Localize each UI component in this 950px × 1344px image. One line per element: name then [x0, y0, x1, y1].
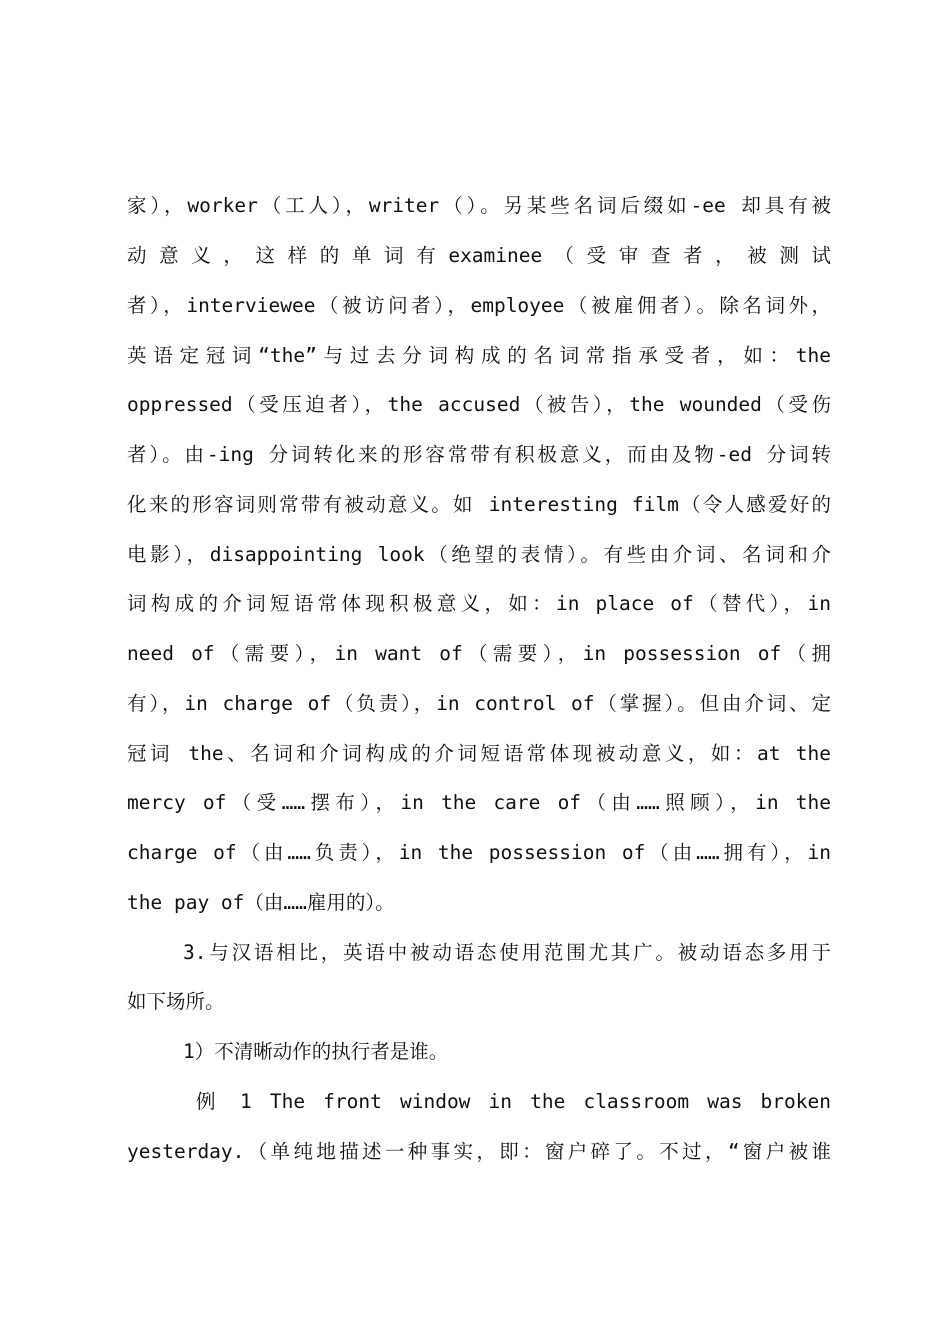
text-line: oppressed（受压迫者），the accused（被告），the wounded（受伤	[127, 393, 831, 416]
text-line: 有），in charge of（负责），in control of（掌握）。但由介词、定	[127, 692, 831, 715]
text-line: 词构成的介词短语常体现积极意义，如：in place of（替代），in	[127, 592, 831, 615]
text-line: need of（需要），in want of（需要），in possession of（拥	[127, 642, 831, 665]
text-line: charge of（由……负责），in the possession of（由……拥有），in	[127, 841, 831, 864]
text-line: mercy of（受……摆布），in the care of（由……照顾），in the	[127, 791, 831, 814]
text-line: 例 1 The front window in the classroom was broken	[196, 1090, 831, 1113]
text-line: 冠词 the、名词和介词构成的介词短语常体现被动意义，如：at the	[127, 742, 831, 765]
text-line: 化来的形容词则常带有被动意义。如 interesting film（令人感爱好的	[127, 493, 831, 516]
text-line: yesterday.（单纯地描述一种事实，即：窗户碎了。不过，“窗户被谁	[127, 1140, 831, 1163]
text-line: the pay of（由……雇用的）。	[127, 891, 395, 914]
text-line: 者）。由-ing 分词转化来的形容常带有积极意义，而由及物-ed 分词转	[127, 443, 831, 466]
text-line: 1）不清晰动作的执行者是谁。	[183, 1040, 449, 1063]
text-line: 英语定冠词“the”与过去分词构成的名词常指承受者，如：the	[127, 344, 831, 367]
text-line: 家），worker（工人），writer（）。另某些名词后缀如-ee 却具有被	[127, 194, 831, 217]
text-line: 3.与汉语相比，英语中被动语态使用范围尤其广。被动语态多用于	[183, 941, 831, 964]
text-line: 动 意 义 ， 这 样 的 单 词 有 examinee （ 受 审 查 者 ， 被 测 试	[127, 244, 831, 267]
text-line: 者），interviewee（被访问者），employee（被雇佣者）。除名词外，	[127, 294, 831, 317]
text-line: 电影），disappointing look（绝望的表情）。有些由介词、名词和介	[127, 543, 831, 566]
text-line: 如下场所。	[127, 990, 225, 1013]
